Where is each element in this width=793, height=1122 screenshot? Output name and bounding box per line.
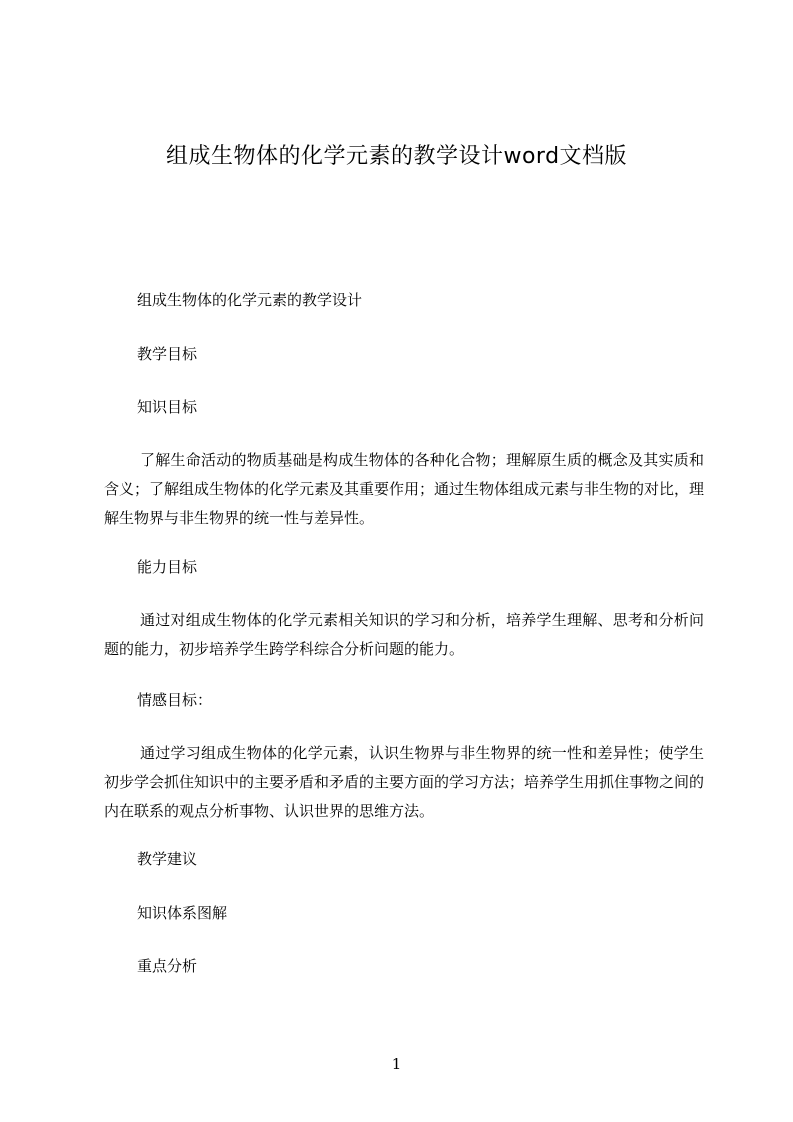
document-subtitle: 组成生物体的化学元素的教学设计 [137, 291, 363, 309]
paragraph-emotion-goals: 通过学习组成生物体的化学元素，认识生物界与非生物界的统一性和差异性；使学生初步学会抓住知识中的主要矛盾和矛盾的主要方面的学习方法；培养学生用抓住事物之间的内在联系的观点分析事物、认识世界的思维方法。 [104, 744, 705, 820]
paragraph-knowledge-goals: 了解生命活动的物质基础是构成生物体的各种化合物；理解原生质的概念及其实质和含义；了解组成生物体的化学元素及其重要作用；通过生物体组成元素与非生物的对比，理解生物界与非生物界的统一性与差异性。 [104, 451, 705, 527]
page-number: 1 [391, 1055, 402, 1073]
heading-knowledge-goals: 知识目标 [137, 398, 198, 416]
document-title: 组成生物体的化学元素的教学设计word文档版 [165, 144, 628, 169]
heading-emotion-goals: 情感目标： [137, 691, 213, 709]
heading-ability-goals: 能力目标 [137, 558, 198, 576]
heading-key-analysis: 重点分析 [137, 957, 198, 975]
heading-knowledge-diagram: 知识体系图解 [137, 904, 228, 922]
paragraph-ability-goals: 通过对组成生物体的化学元素相关知识的学习和分析，培养学生理解、思考和分析问题的能力，初步培养学生跨学科综合分析问题的能力。 [104, 611, 704, 658]
heading-teaching-goals: 教学目标 [137, 345, 198, 363]
heading-teaching-suggestions: 教学建议 [137, 850, 198, 868]
